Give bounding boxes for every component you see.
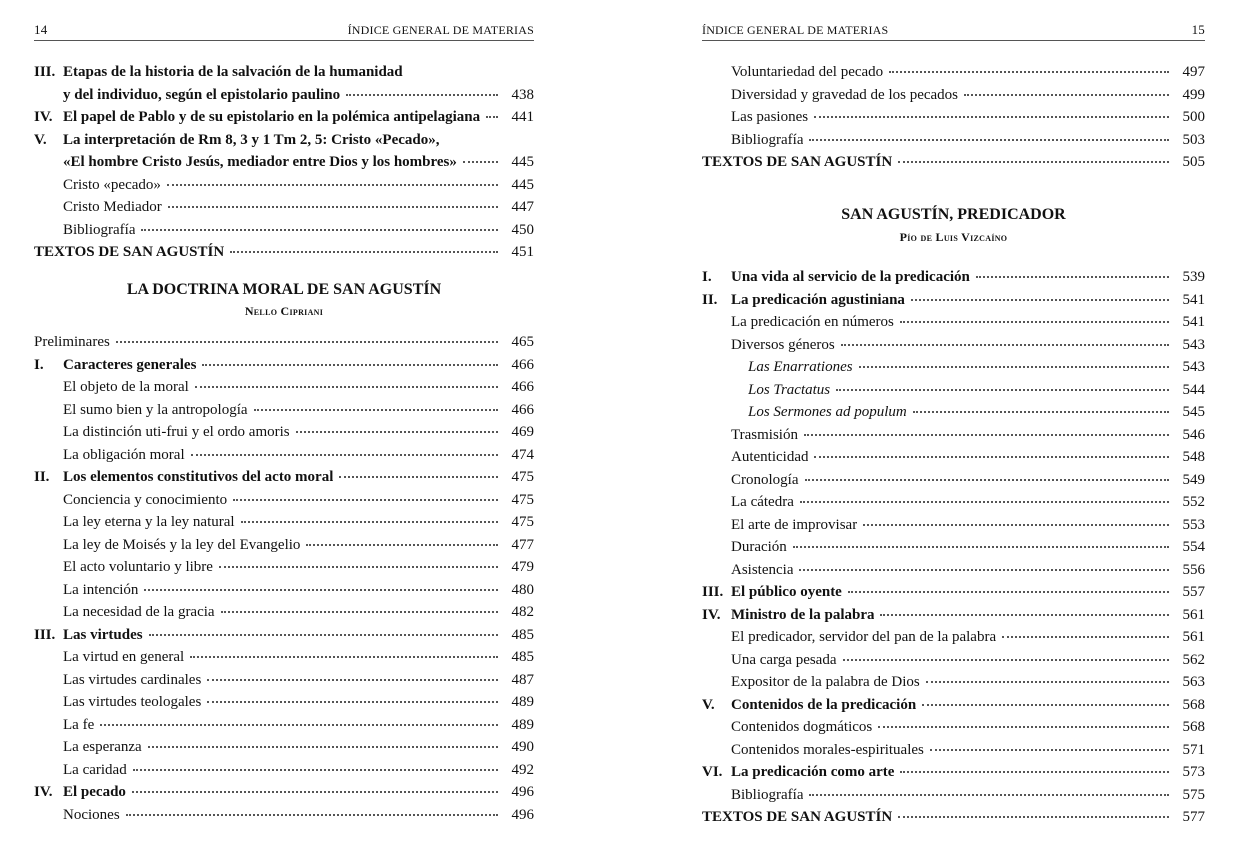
toc-entry-title: La virtud en general (63, 649, 185, 665)
right-toc-block-2 (702, 266, 1205, 829)
toc-entry (34, 399, 534, 422)
toc-entry-page: 480 (511, 581, 534, 598)
toc-entry (34, 61, 534, 84)
toc-entry (702, 106, 1205, 129)
toc-entry-page: 577 (1182, 809, 1205, 825)
dot-leader (254, 408, 498, 411)
toc-entry-number: III. (702, 584, 724, 600)
toc-entry (34, 106, 534, 129)
left-page (34, 0, 534, 856)
dot-leader (221, 610, 498, 613)
toc-entry-page: 490 (511, 739, 534, 755)
toc-entry-page: 438 (511, 86, 534, 103)
toc-entry-page: 545 (1182, 404, 1205, 420)
toc-entry-title: La predicación como arte (731, 764, 895, 780)
toc-entry-title: La esperanza (63, 739, 142, 755)
dot-leader (859, 365, 1169, 368)
toc-entry (34, 646, 534, 669)
toc-entry (702, 311, 1205, 334)
dot-leader (100, 723, 498, 726)
toc-entry (34, 669, 534, 692)
toc-entry-title: Etapas de la historia de la salvación de la humanidad (63, 64, 403, 80)
toc-entry-title: Bibliografía (63, 221, 136, 238)
dot-leader (148, 745, 498, 748)
left-toc-block-2 (34, 331, 534, 826)
dot-leader (339, 475, 498, 478)
toc-entry (34, 714, 534, 737)
toc-entry-title: El predicador, servidor del pan de la palabra (731, 629, 997, 645)
toc-entry-page: 543 (1182, 336, 1205, 353)
toc-entry (702, 129, 1205, 152)
dot-leader (809, 793, 1169, 796)
toc-entry-page: 554 (1182, 539, 1205, 555)
toc-entry-page: 441 (511, 109, 534, 125)
dot-leader (306, 543, 498, 546)
toc-entry-page: 539 (1182, 269, 1205, 285)
toc-entry-page: 485 (511, 626, 534, 643)
dot-leader (814, 455, 1169, 458)
toc-entry (702, 716, 1205, 739)
toc-entry-page: 553 (1182, 516, 1205, 533)
toc-entry-page: 573 (1182, 764, 1205, 780)
dot-leader (911, 298, 1169, 301)
right-toc-block-1 (702, 61, 1205, 174)
toc-entry-title: El sumo bien y la antropología (63, 401, 248, 418)
toc-entry-title: La intención (63, 581, 139, 598)
toc-entry-page: 445 (511, 154, 534, 170)
dot-leader (863, 523, 1169, 526)
toc-entry-page: 475 (511, 514, 534, 530)
toc-entry-title: Voluntariedad del pecado (731, 64, 884, 80)
toc-entry-page: 548 (1182, 449, 1205, 465)
dot-leader (804, 433, 1169, 436)
toc-entry-title: Cronología (731, 471, 799, 488)
toc-entry-page: 489 (511, 694, 534, 710)
toc-entry-number: I. (34, 356, 44, 373)
toc-entry (702, 356, 1205, 379)
toc-entry-number: III. (34, 626, 56, 643)
toc-entry (702, 84, 1205, 107)
dot-leader (922, 703, 1169, 706)
dot-leader (241, 520, 498, 523)
toc-entry (702, 536, 1205, 559)
toc-entry (34, 736, 534, 759)
toc-entry-number: IV. (34, 784, 53, 800)
toc-entry-page: 450 (511, 221, 534, 238)
toc-entry (34, 129, 534, 152)
toc-entry-title: La interpretación de Rm 8, 3 y 1 Tm 2, 5: Cristo «Pecado», (63, 131, 440, 148)
toc-entry (702, 151, 1205, 174)
toc-entry-page: 475 (511, 469, 534, 485)
dot-leader (230, 250, 498, 253)
toc-entry-title: Conciencia y conocimiento (63, 491, 228, 508)
toc-entry-page: 451 (511, 244, 534, 260)
dot-leader (926, 680, 1169, 683)
toc-entry (34, 579, 534, 602)
toc-entry-page: 552 (1182, 494, 1205, 510)
toc-entry-page: 487 (511, 671, 534, 688)
dot-leader (207, 700, 498, 703)
toc-entry-page: 466 (511, 356, 534, 373)
dot-leader (900, 320, 1169, 323)
toc-entry-title: La cátedra (731, 494, 794, 510)
toc-entry (34, 421, 534, 444)
toc-entry-page: 496 (511, 784, 534, 800)
toc-entry-number: V. (34, 131, 47, 148)
dot-leader (233, 498, 498, 501)
toc-entry-title: Una carga pesada (731, 651, 837, 668)
dot-leader (346, 93, 498, 96)
right-header-title: ÍNDICE GENERAL DE MATERIAS (702, 23, 889, 37)
dot-leader (814, 115, 1169, 118)
left-section-author: Nello Cipriani (244, 304, 324, 318)
toc-entry-title: La obligación moral (63, 446, 185, 463)
toc-entry (34, 534, 534, 557)
right-section-title: SAN AGUSTÍN, PREDICADOR (841, 206, 1066, 223)
toc-entry-title: Duración (731, 539, 787, 555)
toc-entry (702, 401, 1205, 424)
toc-entry-title: Una vida al servicio de la predicación (731, 269, 970, 285)
toc-entry-number: VI. (702, 764, 723, 780)
toc-entry (702, 61, 1205, 84)
toc-entry (34, 601, 534, 624)
dot-leader (1002, 635, 1169, 638)
toc-entry-page: 489 (511, 716, 534, 733)
toc-entry (702, 559, 1205, 582)
toc-entry-page: 469 (511, 424, 534, 440)
toc-entry (702, 694, 1205, 717)
toc-entry (34, 151, 534, 174)
toc-entry (702, 266, 1205, 289)
toc-entry-page: 447 (511, 199, 534, 215)
dot-leader (133, 768, 498, 771)
toc-entry (702, 446, 1205, 469)
toc-entry-page: 466 (511, 379, 534, 395)
left-running-header (34, 22, 534, 40)
toc-entry (34, 376, 534, 399)
toc-entry-page: 549 (1182, 471, 1205, 488)
toc-entry-title: Las pasiones (731, 109, 809, 125)
toc-entry (702, 626, 1205, 649)
toc-entry-title: Los Sermones ad populum (748, 404, 907, 420)
toc-entry (702, 671, 1205, 694)
dot-leader (195, 385, 498, 388)
dot-leader (191, 453, 498, 456)
toc-entry-title: Las virtudes cardinales (63, 671, 202, 688)
toc-entry-number: I. (702, 269, 712, 285)
toc-entry (702, 739, 1205, 762)
dot-leader (126, 813, 498, 816)
dot-leader (207, 678, 498, 681)
toc-entry-page: 485 (511, 649, 534, 665)
toc-entry-number: IV. (702, 606, 721, 623)
right-section-author: Pío de Luis Vizcaíno (899, 230, 1008, 244)
toc-entry-page: 445 (511, 176, 534, 193)
toc-entry-title: El arte de improvisar (731, 516, 858, 533)
toc-entry-title: El acto voluntario y libre (63, 559, 213, 575)
left-section-title: LA DOCTRINA MORAL DE SAN AGUSTÍN (126, 281, 442, 298)
dot-leader (486, 115, 498, 118)
dot-leader (848, 590, 1169, 593)
toc-entry-page: 500 (1182, 109, 1205, 125)
toc-entry (702, 379, 1205, 402)
toc-entry-page: 497 (1182, 64, 1205, 80)
toc-entry-title: Los Tractatus (748, 381, 831, 398)
dot-leader (144, 588, 498, 591)
toc-entry (702, 514, 1205, 537)
toc-entry-title: y del individuo, según el epistolario paulino (63, 86, 341, 103)
toc-entry-title: El público oyente (731, 584, 842, 600)
toc-entry (34, 511, 534, 534)
toc-entry (34, 489, 534, 512)
dot-leader (976, 275, 1169, 278)
toc-entry-title: La necesidad de la gracia (63, 604, 215, 620)
dot-leader (116, 340, 498, 343)
toc-entry-title: Contenidos dogmáticos (731, 719, 873, 735)
toc-entry (702, 806, 1205, 829)
toc-entry (702, 491, 1205, 514)
dot-leader (898, 815, 1169, 818)
dot-leader (880, 613, 1169, 616)
toc-entry-title: Los elementos constitutivos del acto moral (63, 469, 334, 485)
toc-entry-title: La distinción uti-frui y el ordo amoris (63, 424, 290, 440)
left-header-rule (34, 40, 534, 41)
toc-entry-title: Las virtudes (63, 626, 143, 643)
toc-entry (34, 84, 534, 107)
toc-entry-title: Nociones (63, 806, 120, 823)
dot-leader (202, 363, 498, 366)
toc-entry-page: 477 (511, 536, 534, 553)
toc-entry (702, 334, 1205, 357)
toc-entry-title: La caridad (63, 761, 127, 778)
dot-leader (809, 138, 1169, 141)
toc-entry-page: 563 (1182, 674, 1205, 690)
right-running-header (702, 22, 1205, 40)
toc-entry-title: «El hombre Cristo Jesús, mediador entre Dios y los hombres» (63, 154, 457, 170)
dot-leader (296, 430, 498, 433)
toc-entry-title: Cristo «pecado» (63, 176, 161, 193)
toc-entry-title: TEXTOS DE SAN AGUSTÍN (702, 154, 893, 170)
toc-entry (34, 196, 534, 219)
dot-leader (836, 388, 1169, 391)
toc-entry-page: 568 (1182, 719, 1205, 735)
toc-entry (34, 174, 534, 197)
dot-leader (805, 478, 1170, 481)
toc-entry-page: 505 (1182, 154, 1205, 170)
toc-entry-page: 571 (1182, 741, 1205, 758)
dot-leader (219, 565, 498, 568)
toc-entry (34, 241, 534, 264)
toc-entry-title: Contenidos morales-espirituales (731, 741, 924, 758)
dot-leader (889, 70, 1169, 73)
toc-entry-title: TEXTOS DE SAN AGUSTÍN (702, 809, 893, 825)
toc-entry-title: Diversos géneros (731, 336, 835, 353)
dot-leader (898, 160, 1169, 163)
toc-entry-title: Cristo Mediador (63, 199, 162, 215)
dot-leader (463, 160, 498, 163)
left-toc-block-1 (34, 61, 534, 264)
right-page (702, 0, 1205, 856)
toc-entry-title: Bibliografía (731, 786, 804, 803)
dot-leader (168, 205, 498, 208)
toc-entry-title: Contenidos de la predicación (731, 696, 917, 713)
toc-entry-title: La fe (63, 716, 95, 733)
toc-entry-page: 503 (1182, 131, 1205, 148)
toc-entry (34, 624, 534, 647)
dot-leader (167, 183, 498, 186)
dot-leader (799, 568, 1169, 571)
toc-entry-page: 561 (1182, 606, 1205, 623)
dot-leader (900, 770, 1169, 773)
dot-leader (913, 410, 1169, 413)
toc-entry-number: III. (34, 64, 56, 80)
toc-entry (34, 444, 534, 467)
dot-leader (878, 725, 1169, 728)
toc-entry-page: 562 (1182, 651, 1205, 668)
dot-leader (132, 790, 498, 793)
toc-entry-title: El pecado (63, 784, 126, 800)
toc-entry-page: 556 (1182, 561, 1205, 578)
toc-entry (34, 804, 534, 827)
toc-entry-page: 543 (1182, 359, 1205, 375)
toc-entry-page: 482 (511, 604, 534, 620)
toc-entry-page: 492 (511, 761, 534, 778)
dot-leader (930, 748, 1169, 751)
toc-entry-title: Bibliografía (731, 131, 804, 148)
dot-leader (964, 93, 1169, 96)
toc-entry (702, 649, 1205, 672)
toc-entry-title: TEXTOS DE SAN AGUSTÍN (34, 244, 225, 260)
dot-leader (800, 500, 1169, 503)
toc-entry-title: Autenticidad (731, 449, 809, 465)
toc-entry (702, 469, 1205, 492)
toc-entry-page: 466 (511, 401, 534, 418)
toc-entry-title: La predicación en números (731, 314, 894, 330)
toc-entry-title: Ministro de la palabra (731, 606, 875, 623)
dot-leader (141, 228, 498, 231)
toc-entry-title: Las Enarrationes (748, 359, 853, 375)
toc-entry-title: Asistencia (731, 561, 794, 578)
toc-entry (702, 424, 1205, 447)
left-page-number: 14 (34, 22, 48, 37)
toc-entry-title: Caracteres generales (63, 356, 197, 373)
toc-entry (34, 759, 534, 782)
toc-entry (702, 604, 1205, 627)
toc-entry-page: 465 (511, 334, 534, 350)
toc-entry (34, 691, 534, 714)
toc-entry-title: La predicación agustiniana (731, 291, 905, 308)
toc-entry (34, 331, 534, 354)
toc-entry-page: 475 (511, 491, 534, 508)
dot-leader (841, 343, 1169, 346)
toc-entry-page: 561 (1182, 629, 1205, 645)
right-header-rule (702, 40, 1205, 41)
toc-entry (34, 466, 534, 489)
toc-entry-title: La ley eterna y la ley natural (63, 514, 235, 530)
toc-entry-page: 568 (1182, 696, 1205, 713)
toc-entry (702, 289, 1205, 312)
toc-entry-title: Preliminares (34, 334, 110, 350)
toc-entry (702, 784, 1205, 807)
toc-entry-page: 575 (1182, 786, 1205, 803)
toc-entry-number: II. (702, 291, 718, 308)
toc-entry (34, 781, 534, 804)
toc-entry-page: 541 (1182, 314, 1205, 330)
dot-leader (793, 545, 1169, 548)
toc-entry-title: El objeto de la moral (63, 379, 189, 395)
toc-entry-title: El papel de Pablo y de su epistolario en la polémica antipelagiana (63, 109, 481, 125)
toc-entry-title: La ley de Moisés y la ley del Evangelio (63, 536, 301, 553)
toc-entry-title: Las virtudes teologales (63, 694, 202, 710)
toc-entry-page: 544 (1182, 381, 1205, 398)
toc-entry-page: 546 (1182, 426, 1205, 443)
dot-leader (190, 655, 498, 658)
toc-entry-number: V. (702, 696, 715, 713)
toc-entry-number: II. (34, 469, 50, 485)
toc-entry-page: 541 (1182, 291, 1205, 308)
right-page-number: 15 (1191, 22, 1205, 37)
toc-entry (34, 219, 534, 242)
toc-entry-title: Diversidad y gravedad de los pecados (731, 86, 959, 103)
left-header-title: ÍNDICE GENERAL DE MATERIAS (347, 23, 534, 37)
toc-entry (34, 556, 534, 579)
toc-entry-title: Trasmisión (731, 426, 798, 443)
toc-entry-page: 557 (1182, 584, 1205, 600)
toc-entry-title: Expositor de la palabra de Dios (731, 674, 920, 690)
toc-entry-page: 479 (511, 559, 534, 575)
toc-entry-page: 499 (1182, 86, 1205, 103)
toc-entry-number: IV. (34, 109, 53, 125)
toc-entry (702, 581, 1205, 604)
toc-entry (702, 761, 1205, 784)
toc-entry (34, 354, 534, 377)
toc-entry-page: 496 (511, 806, 534, 823)
dot-leader (149, 633, 498, 636)
toc-entry-page: 474 (511, 446, 534, 463)
dot-leader (843, 658, 1170, 661)
